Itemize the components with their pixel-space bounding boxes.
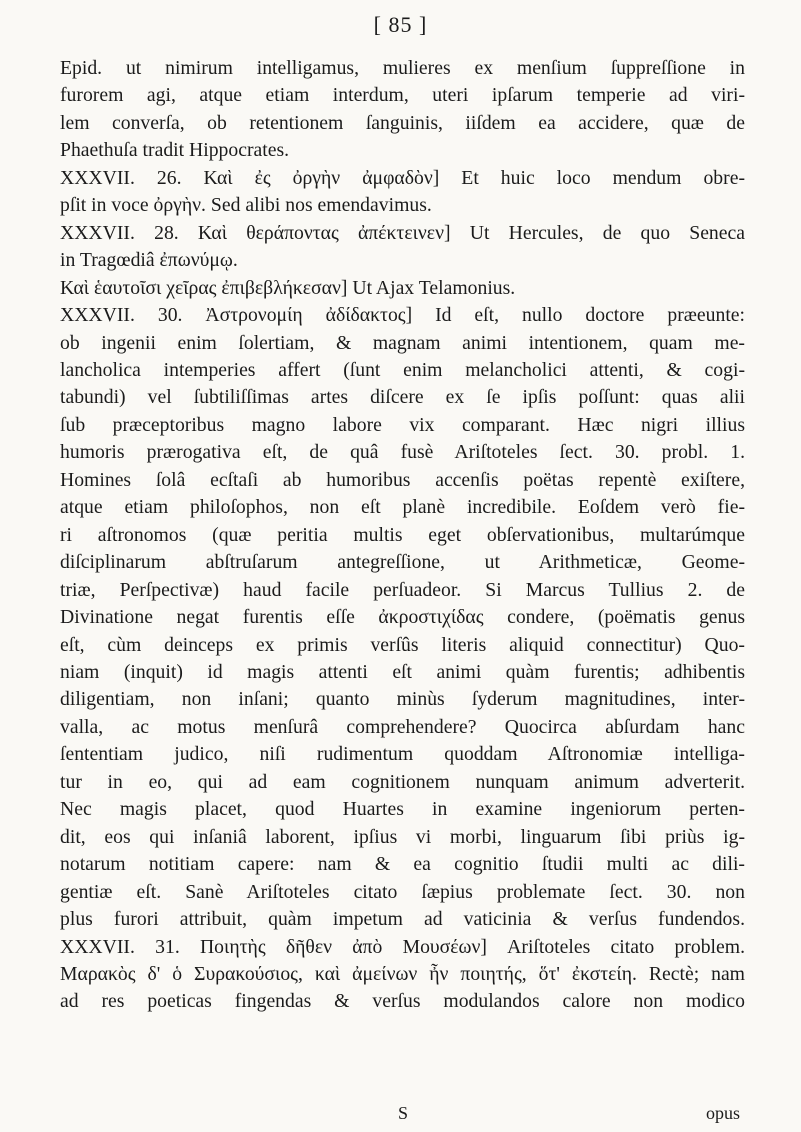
text-line: XXXVII. 31. Ποιητὴς δῆθεν ἀπὸ Μουσέων] Ariſtoteles citato problem. bbox=[60, 935, 745, 958]
text-line: XXXVII. 28. Καὶ θεράποντας ἀπέκτεινεν] Ut Hercules, de quo Seneca bbox=[60, 221, 745, 244]
text-line: notarum notitiam capere: nam & ea cognitio ſtudii multi ac dili- bbox=[60, 853, 745, 876]
text-line: Phaethuſa tradit Hippocrates. bbox=[60, 139, 290, 162]
text-line: triæ, Perſpectivæ) haud facile perſuadeor. Si Marcus Tullius 2. de bbox=[60, 578, 745, 601]
body-text bbox=[60, 55, 745, 1016]
page-footer bbox=[0, 1103, 801, 1127]
text-line: dit, eos qui inſaniâ laborent, ipſius vi morbi, linguarum ſibi priùs ig- bbox=[60, 825, 745, 848]
catchword: opus bbox=[706, 1103, 741, 1123]
text-line: pſit in voce ὀργὴν. Sed alibi nos emendavimus. bbox=[60, 194, 432, 217]
text-line: Divinatione negat furentis eſſe ἀκροστιχίδας condere, (poëmatis genus bbox=[60, 606, 745, 629]
text-line: plus furori attribuit, quàm impetum ad vaticinia & verſus fundendos. bbox=[60, 908, 745, 931]
signature-mark: S bbox=[398, 1103, 409, 1123]
text-line: diligentiam, non inſani; quanto minùs ſyderum magnitudines, inter- bbox=[60, 688, 745, 711]
text-line: Μαρακὸς δ' ὁ Συρακούσιος, καὶ ἀμείνων ἦν ποιητής, ὅτ' ἐκστείη. Rectè; nam bbox=[60, 962, 745, 985]
text-line: valla, ac motus menſurâ comprehendere? Quocirca abſurdam hanc bbox=[60, 715, 745, 738]
text-line: XXXVII. 26. Καὶ ἐς ὀργὴν ἀμφαδὸν] Et huic loco mendum obre- bbox=[60, 166, 745, 189]
text-line: niam (inquit) id magis attenti eſt animi quàm furentis; adhibentis bbox=[60, 660, 745, 683]
text-line: Epid. ut nimirum intelligamus, mulieres ex menſium ſuppreſſione in bbox=[60, 57, 745, 79]
text-line: Homines ſolâ ecſtaſi ab humoribus accenſis poëtas repentè exiſtere, bbox=[60, 468, 745, 491]
text-line: tabundi) vel ſubtiliſſimas artes diſcere ex ſe ipſis poſſunt: quas alii bbox=[60, 386, 745, 409]
text-line: lancholica intemperies affert (ſunt enim melancholici attenti, & cogi- bbox=[60, 358, 745, 381]
text-line: XXXVII. 30. Ἀστρονομίη ἀδίδακτος] Id eſt, nullo doctore præeunte: bbox=[60, 304, 745, 327]
text-line: lem converſa, ob retentionem ſanguinis, iiſdem ea accidere, quæ de bbox=[60, 111, 745, 134]
text-line: diſciplinarum abſtruſarum antegreſſione, ut Arithmeticæ, Geome- bbox=[60, 551, 745, 574]
text-line: atque etiam philoſophos, non eſt planè incredibile. Eoſdem verò fie- bbox=[60, 496, 745, 519]
text-line: ri aſtronomos (quæ peritia multis eget obſervationibus, multarúmque bbox=[60, 523, 745, 546]
text-line: in Tragœdiâ ἐπωνύμῳ. bbox=[60, 249, 238, 272]
text-line: ſub præceptoribus magno labore vix comparant. Hæc nigri illius bbox=[60, 413, 745, 436]
page-number: [ 85 ] bbox=[373, 12, 428, 37]
text-line: gentiæ eſt. Sanè Ariſtoteles citato ſæpius problemate ſect. 30. non bbox=[60, 880, 745, 903]
text-line: tur in eo, qui ad eam cognitionem nunquam animum adverterit. bbox=[60, 770, 745, 793]
text-line: furorem agi, atque etiam interdum, uteri ipſarum temperie ad viri- bbox=[60, 84, 745, 107]
text-line: Nec magis placet, quod Huartes in examine ingeniorum perten- bbox=[60, 798, 745, 821]
text-line: ob ingenii enim ſolertiam, & magnam animi intentionem, quam me- bbox=[60, 331, 745, 354]
text-line: Καὶ ἑαυτοῖσι χεῖρας ἐπιβεβλήκεσαν] Ut Ajax Telamonius. bbox=[60, 276, 516, 299]
text-line: ad res poeticas fingendas & verſus modulandos calore non modico bbox=[60, 990, 745, 1013]
text-line: humoris prærogativa eſt, de quâ fusè Ariſtoteles ſect. 30. probl. 1. bbox=[60, 441, 745, 464]
text-line: eſt, cùm deinceps ex primis verſûs literis aliquid connectitur) Quo- bbox=[60, 633, 745, 656]
text-line: ſententiam judico, niſi rudimentum quoddam Aſtronomiæ intelliga- bbox=[60, 743, 745, 766]
